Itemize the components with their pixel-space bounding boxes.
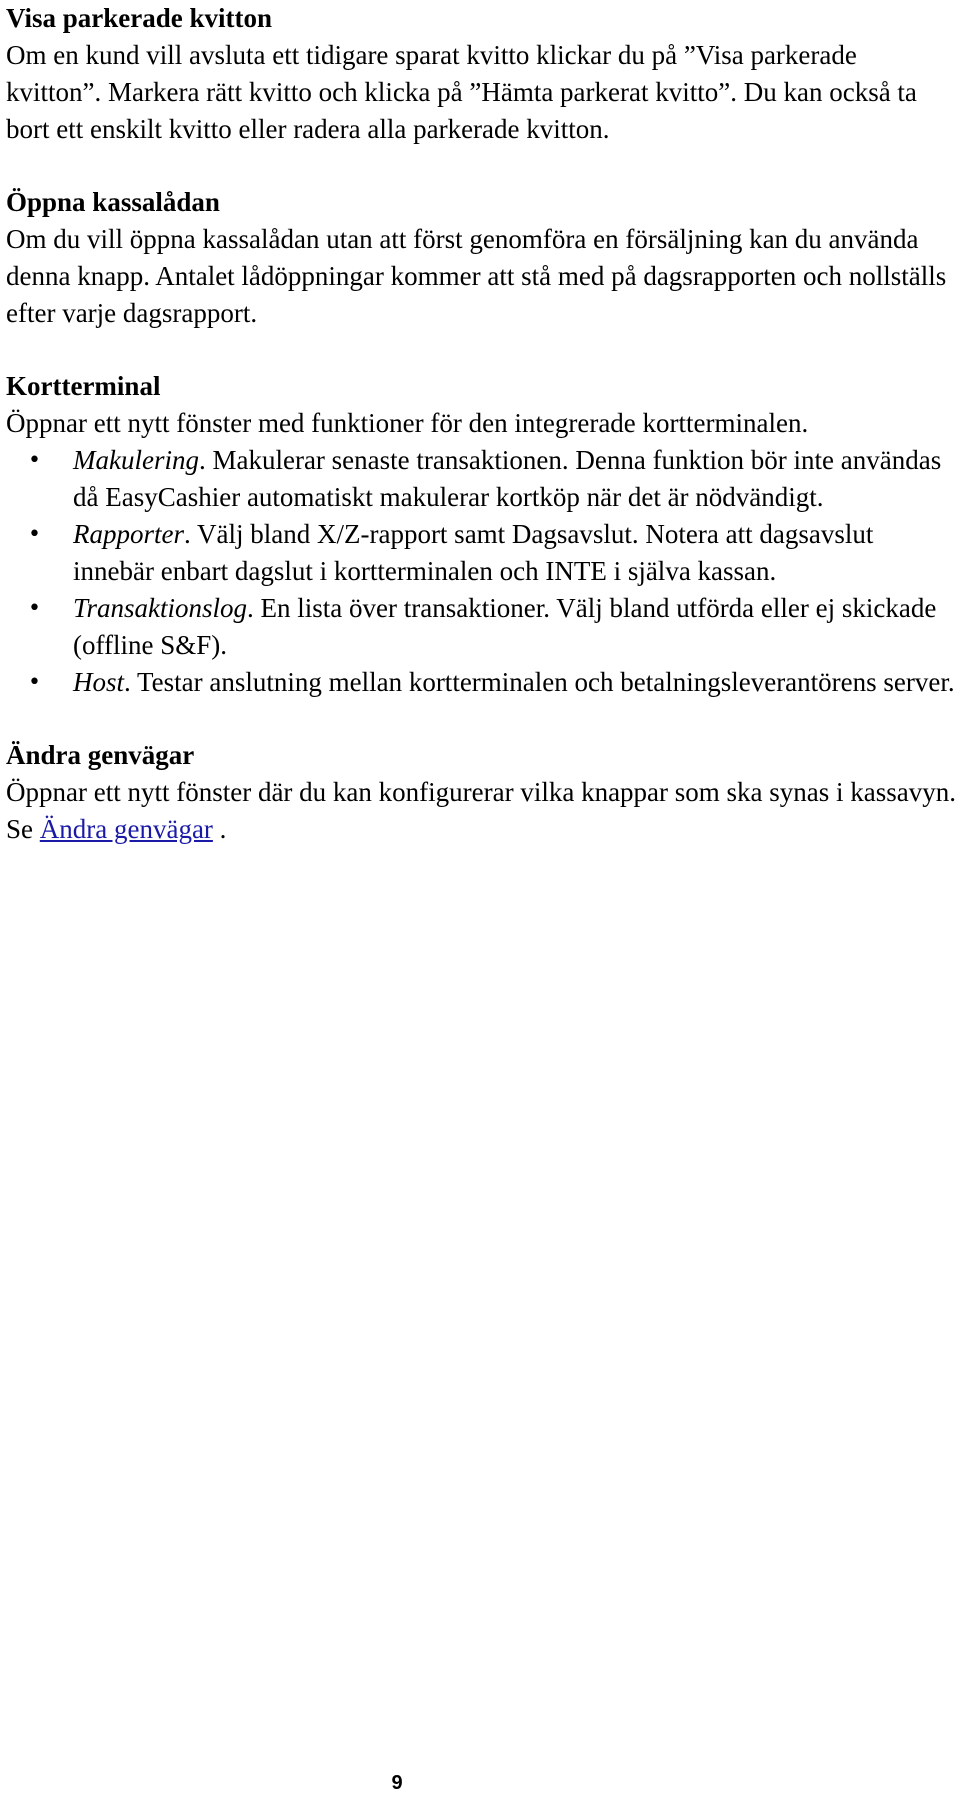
section-body: Öppnar ett nytt fönster med funktioner för den integrerade kortterminalen. [6, 408, 809, 438]
list-item-term: Transaktionslog [73, 593, 248, 623]
section-heading: Öppna kassalådan [6, 187, 220, 217]
list-item-term: Rapporter [73, 519, 184, 549]
bullet-icon: • [28, 670, 41, 695]
section-heading: Visa parkerade kvitton [6, 3, 273, 33]
bullet-icon: • [28, 448, 41, 473]
list-item-term: Host [73, 667, 125, 697]
section-oppna-kassaladan [6, 184, 956, 332]
list-item-term: Makulering [73, 445, 199, 475]
section-heading: Ändra genvägar [6, 740, 195, 770]
list-item [6, 442, 956, 516]
function-list [6, 442, 956, 701]
section-kortterminal [6, 368, 956, 701]
document-page [6, 0, 956, 848]
section-body [6, 774, 956, 848]
section-body: Om en kund vill avsluta ett tidigare sparat kvitto klickar du på ”Visa parkerade kvitton”. Markera rätt kvitto och klicka på ”Hämta parkerat kvitto”. Du kan också ta bort ett enskilt kvitto eller radera alla parkerade kvitton. [6, 40, 917, 144]
list-item [6, 516, 956, 590]
bullet-icon: • [28, 596, 41, 621]
body-text: . [212, 814, 227, 844]
list-item [6, 590, 956, 664]
list-item-text: . Testar anslutning mellan kortterminalen och betalningsleverantörens server. [124, 667, 955, 697]
bullet-icon: • [28, 522, 41, 547]
andra-genvagar-link[interactable]: Ändra genvägar [39, 814, 213, 844]
list-item-text: . Makulerar senaste transaktionen. Denna funktion bör inte användas då EasyCashier automatiskt makulerar kortköp när det är nödvändigt. [73, 445, 942, 512]
section-heading: Kortterminal [6, 371, 161, 401]
section-visa-parkerade-kvitton [6, 0, 956, 148]
section-andra-genvagar [6, 737, 956, 848]
spacer [6, 148, 956, 184]
page-number: 9 [391, 1772, 403, 1794]
body-text: Öppnar ett nytt fönster där du kan konfigurerar vilka knappar som ska synas i kassavyn. Se [6, 777, 957, 844]
spacer [6, 701, 956, 737]
list-item [6, 664, 956, 701]
section-body: Om du vill öppna kassalådan utan att först genomföra en försäljning kan du använda denna knapp. Antalet lådöppningar kommer att stå med på dagsrapporten och nollställs efter varje dagsrapport. [6, 224, 947, 328]
spacer [6, 332, 956, 368]
list-item-text: . En lista över transaktioner. Välj bland utförda eller ej skickade (offline S&F). [73, 593, 937, 660]
list-item-text: . Välj bland X/Z-rapport samt Dagsavslut. Notera att dagsavslut innebär enbart dagslut i kortterminalen och INTE i själva kassan. [73, 519, 874, 586]
